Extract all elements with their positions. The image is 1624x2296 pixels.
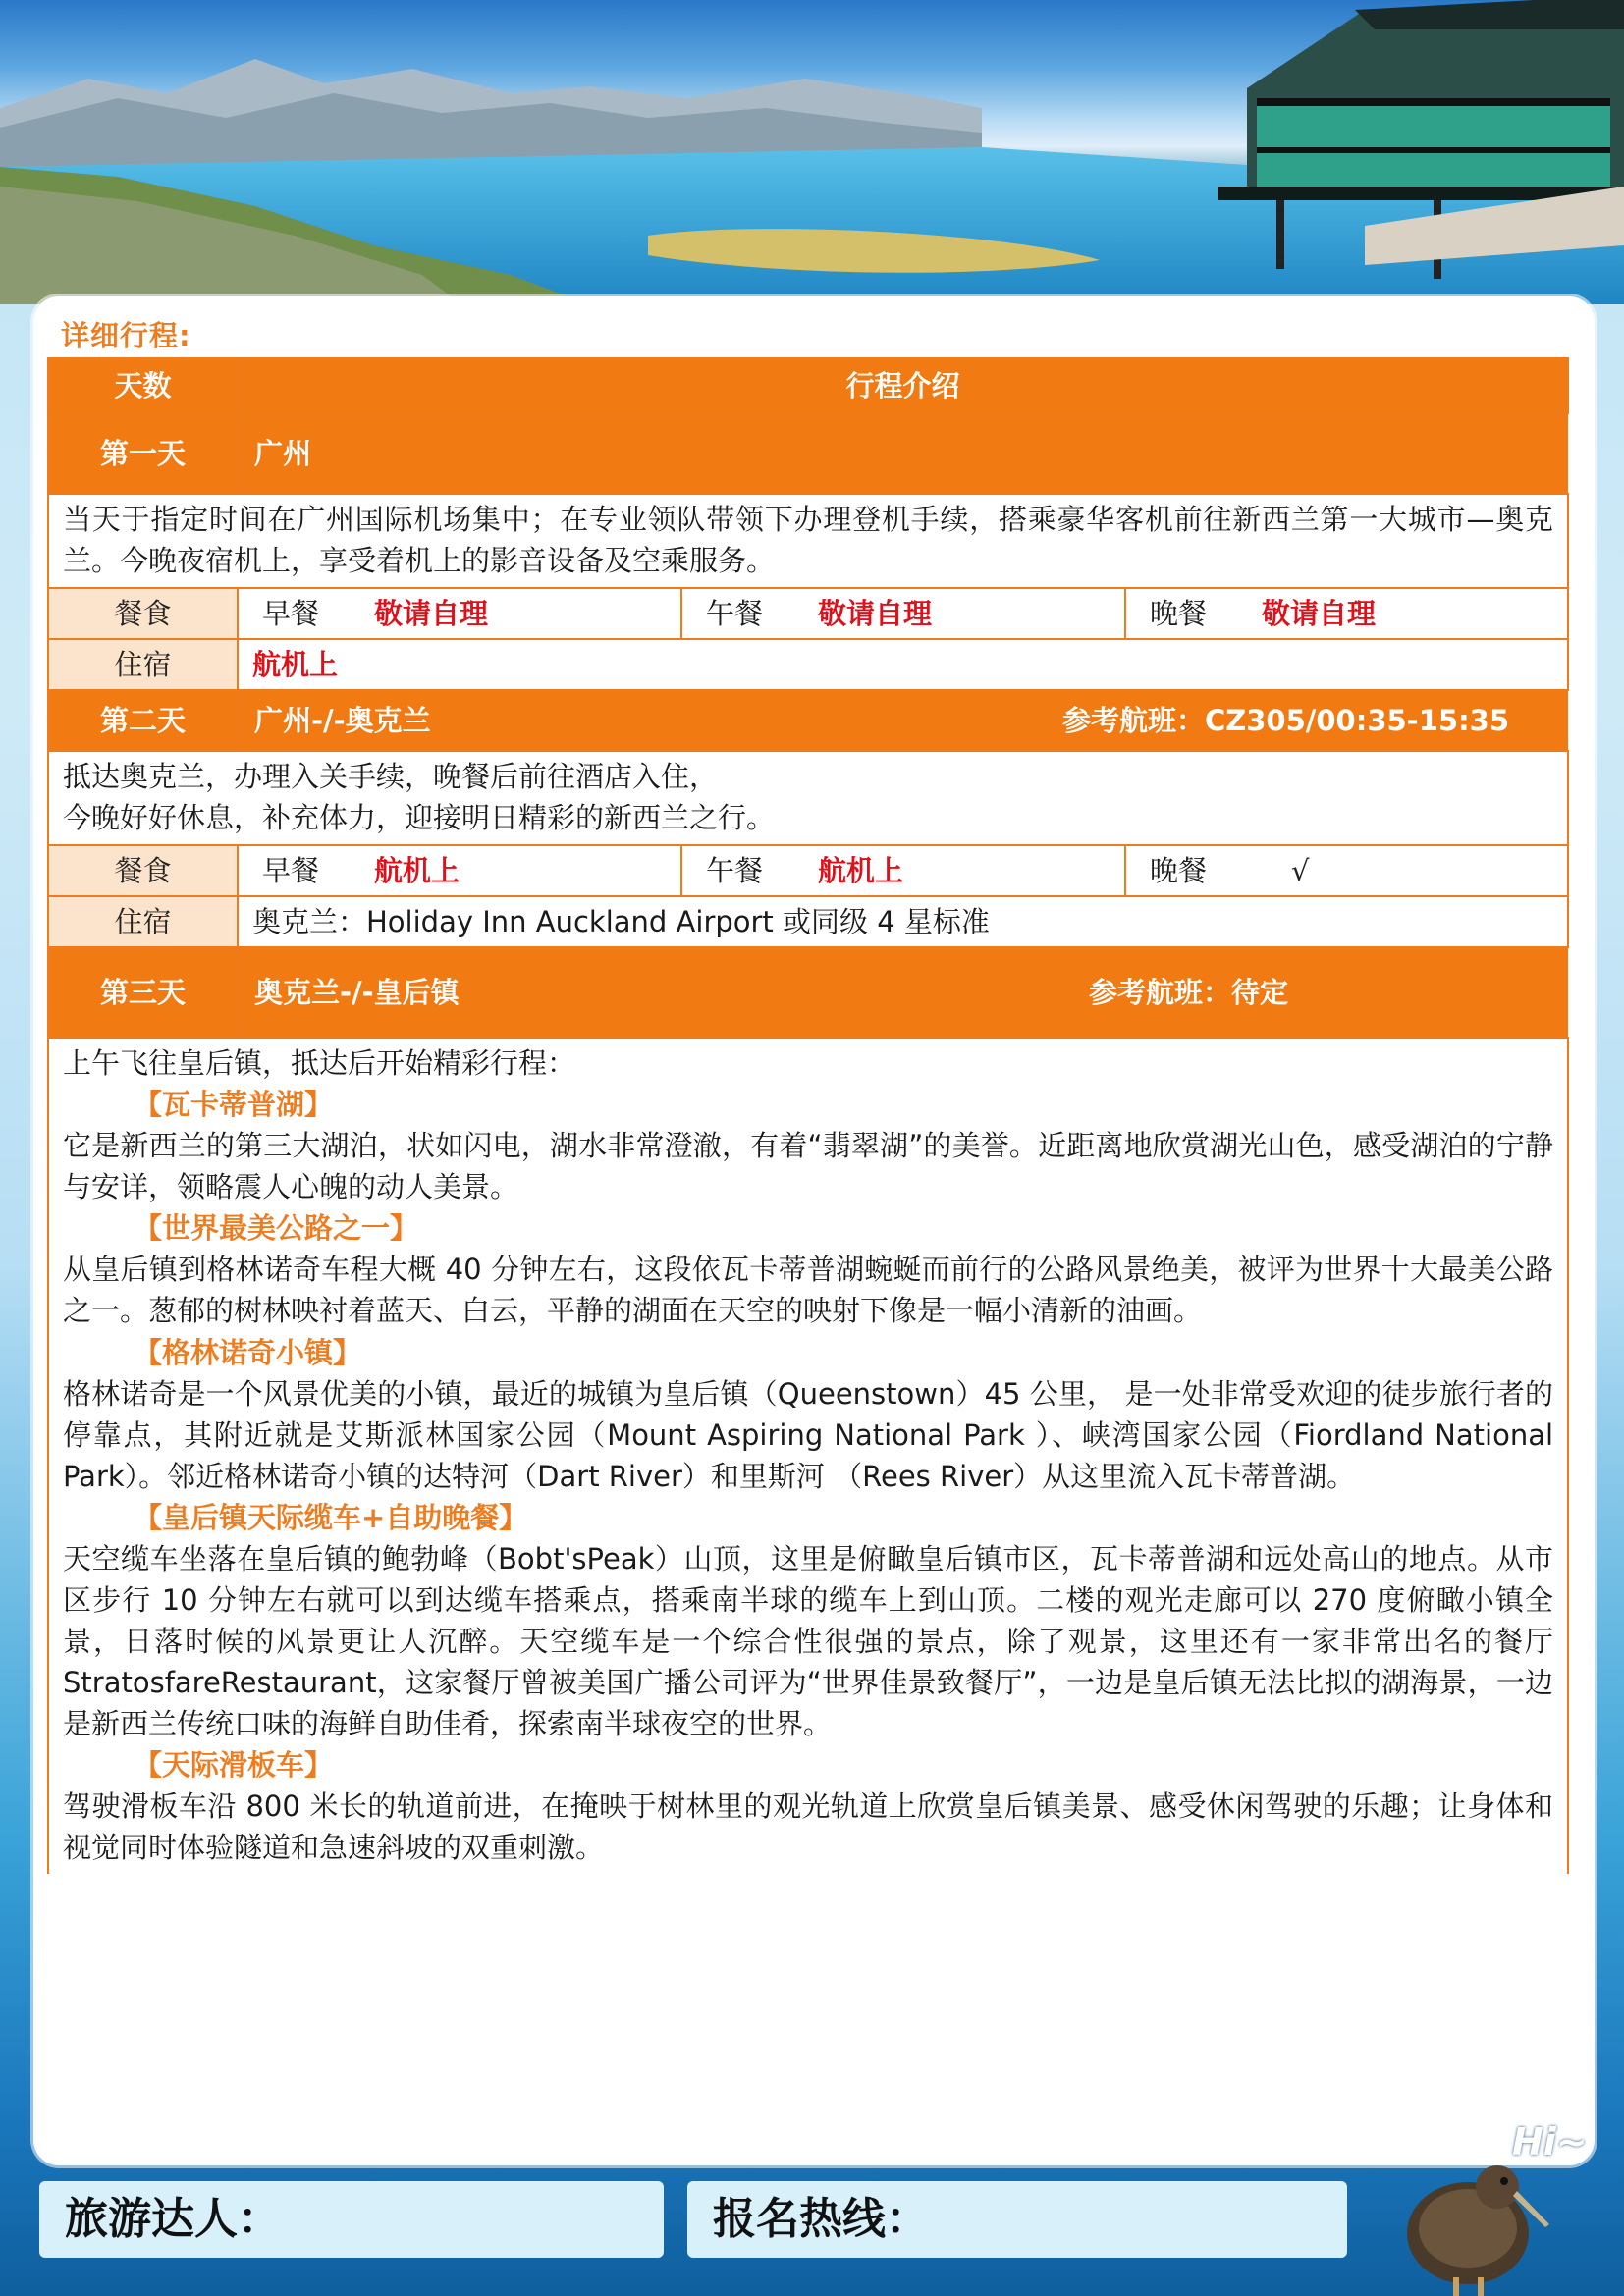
meals-label: 餐食 [48,845,238,896]
hi-text: Hi~ [1512,2120,1588,2163]
day-1-meals-row [48,588,1568,639]
hotline-label: 报名热线： [713,2194,929,2244]
day-3-route: 奥克兰-/-皇后镇 [254,976,460,1010]
day-2-paragraph: 抵达奥克兰，办理入关手续，晚餐后前往酒店入住， [63,760,719,794]
day-1-label: 第一天 [48,413,238,494]
section-title: 详细行程: [61,319,191,352]
lunch-label: 午餐 [706,597,764,631]
breakfast-label: 早餐 [262,854,320,888]
spot-title: 【世界最美公路之一】 [134,1211,419,1246]
day-2-description-row [48,751,1568,845]
lunch-value: 敬请自理 [818,597,933,631]
spot-text: 从皇后镇到格林诺奇车程大概 40 分钟左右，这段依瓦卡蒂普湖蜿蜒而前行的公路风景绝美，被评为世界十大最美公路之一。葱郁的树林映衬着蓝天、白云，平静的湖面在天空的映射下像是一幅小清新的油画。 [63,1253,1554,1328]
stay-label: 住宿 [48,639,238,690]
spot-text: 驾驶滑板车沿 800 米长的轨道前进，在掩映于树林里的观光轨道上欣赏皇后镇美景、感受休闲驾驶的乐趣；让身体和视觉同时体验隧道和急速斜坡的双重刺激。 [63,1789,1554,1865]
day-1-route: 广州 [254,436,312,470]
breakfast-label: 早餐 [262,597,320,631]
breakfast-value: 敬请自理 [374,597,489,631]
dinner-label: 晚餐 [1150,597,1208,631]
lunch-label: 午餐 [706,854,764,888]
spot-text: 它是新西兰的第三大湖泊，状如闪电，湖水非常澄澈，有着“翡翠湖”的美誉。近距离地欣赏湖光山色，感受湖泊的宁静与安详，领略震人心魄的动人美景。 [63,1129,1554,1204]
day-2-label: 第二天 [48,690,238,751]
day-2-row [48,690,1568,751]
day-3-flight: 参考航班：待定 [1089,976,1289,1010]
hotline-box [687,2181,1347,2258]
guide-box [39,2181,664,2258]
itinerary-table [47,357,1569,1874]
spot-text: 天空缆车坐落在皇后镇的鲍勃峰（Bobt'sPeak）山顶，这里是俯瞰皇后镇市区，瓦卡蒂普湖和远处高山的地点。从市区步行 10 分钟左右就可以到达缆车搭乘点，搭乘南半球的缆车上到山顶。二楼的观光走廊可以 270 度俯瞰小镇全景，日落时候的风景更让人沉醉。天空缆车是一个综合性很强的景点，除了观景，这里还有一家非常出名的餐厅 StratosfareRestaurant，这家餐厅曾被美国广播公司评为“世界佳景致餐厅”，一边是皇后镇无法比拟的湖海景，一边是新西兰传统口味的海鲜自助佳肴，探索南半球夜空的世界。 [63,1541,1554,1740]
day-2-flight: 参考航班：CZ305/00:35-15:35 [1061,704,1510,738]
stay-value: 奥克兰：Holiday Inn Auckland Airport 或同级 4 星标准 [238,896,1568,947]
day-3-intro: 上午飞往皇后镇，抵达后开始精彩行程： [63,1046,576,1081]
table-header-row [48,358,1568,413]
day-1-stay-row [48,639,1568,690]
spot-title: 【格林诺奇小镇】 [134,1335,362,1369]
gondola-pavilion [1218,0,1624,279]
dinner-value: 敬请自理 [1262,597,1377,631]
guide-label: 旅游达人： [65,2194,281,2244]
day-3-label: 第三天 [48,947,238,1038]
meals-label: 餐食 [48,588,238,639]
col-intro-header: 行程介绍 [238,358,1568,413]
day-2-meals-row [48,845,1568,896]
day-1-description-row [48,494,1568,588]
day-2-route: 广州-/-奥克兰 [254,704,431,738]
lunch-value: 航机上 [818,854,904,888]
day-3-description-row [48,1038,1568,1874]
day-2-paragraph: 今晚好好休息，补充体力，迎接明日精彩的新西兰之行。 [63,801,776,835]
spot-title: 【天际滑板车】 [134,1747,334,1782]
dinner-value: √ [1291,854,1310,888]
stay-label: 住宿 [48,896,238,947]
spot-title: 【皇后镇天际缆车+自助晚餐】 [134,1500,528,1534]
day-1-paragraph: 当天于指定时间在广州国际机场集中；在专业领队带领下办理登机手续，搭乘豪华客机前往新西兰第一大城市—奥克兰。今晚夜宿机上，享受着机上的影音设备及空乘服务。 [63,503,1554,578]
stay-value: 航机上 [238,639,1568,690]
col-day-header: 天数 [48,358,238,413]
day-3-row [48,947,1568,1038]
scenery-illustration [0,0,1624,304]
breakfast-value: 航机上 [374,854,460,888]
spot-text: 格林诺奇是一个风景优美的小镇，最近的城镇为皇后镇（Queenstown）45 公里， 是一处非常受欢迎的徒步旅行者的停靠点，其附近就是艾斯派林国家公园（Mount Aspiring National Park ）、峡湾国家公园（Fiordland National Park）。邻近格林诺奇小镇的达特河（Dart River）和里斯河 （Rees River）从这里流入瓦卡蒂普湖。 [63,1376,1554,1493]
day-1-row [48,413,1568,494]
day-2-stay-row [48,896,1568,947]
banner-scenery [0,0,1624,304]
dinner-label: 晚餐 [1150,854,1208,888]
spot-title: 【瓦卡蒂普湖】 [134,1088,334,1122]
